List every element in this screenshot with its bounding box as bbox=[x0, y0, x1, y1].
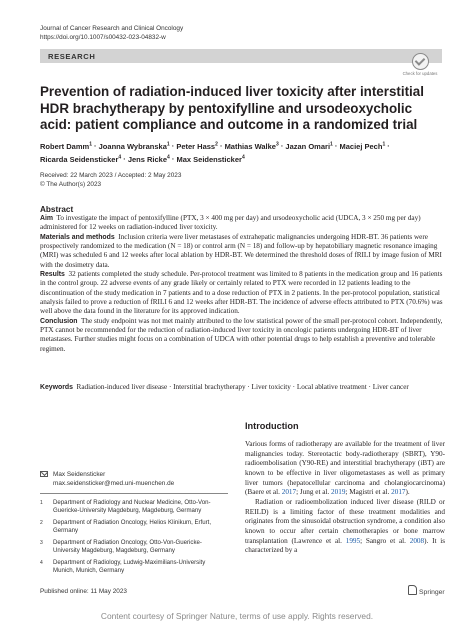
citation-link[interactable]: 1995 bbox=[345, 536, 361, 545]
author[interactable]: Ricarda Seidensticker$^4$ bbox=[40, 154, 122, 164]
affiliation: 3 Department of Radiation Oncology, Otto-Von-Guericke-University Magdeburg, Magdeburg, Germany bbox=[40, 539, 202, 555]
correspondence bbox=[40, 470, 228, 488]
intro-paragraph: Radiation or radioembolization induced liver disease (RILD or REILD) is a limiting factor of these treatment modalities and originates from the sinusoidal obstruction syndrome, a condition also known to occur after certain chemotherapies or bone marrow transplantation (Lawrence et al. 1995; Sangro et al. 2008). It is characterized by a bbox=[245, 497, 446, 555]
author[interactable]: Jazan Omari$^1$ bbox=[285, 141, 333, 151]
author[interactable]: Joanna Wybranska$^1$ bbox=[98, 141, 170, 151]
copyright: © The Author(s) 2023 bbox=[40, 180, 102, 188]
abstract-conclusion: Conclusion The study endpoint was not met mainly attributed to the low statistical power of the small per-protocol cohort. Independently, PTX cannot be recommended for the reduction of radiation-induced liver toxicity in oncologic patients undergoing HDR-BT of liver metastases. Further studies might focus on a combination of UDCA with other potential drugs to help establish a preventive and tolerable regimen. bbox=[40, 316, 443, 353]
author[interactable]: Maciej Pech$^1$ bbox=[339, 141, 386, 151]
keywords-label: Keywords bbox=[40, 384, 73, 391]
author-list: Robert Damm$^1$ · Joanna Wybranska$^1$ · Peter Hass$^2$ · Mathias Walke$^3$ · Jazan Omari$^1$ · Maciej Pech$^1$ · Ricarda Seidensticker$^4$ · Jens Ricke$^4$ · Max Seidensticker$^4$ bbox=[40, 141, 390, 164]
received-accepted: Received: 22 March 2023 / Accepted: 2 May 2023 bbox=[40, 172, 182, 179]
check-updates-icon bbox=[412, 53, 429, 70]
citation-link[interactable]: 2017 bbox=[391, 488, 406, 497]
citation-link[interactable]: 2017 bbox=[281, 488, 297, 497]
keywords bbox=[40, 382, 447, 393]
article-dates bbox=[40, 172, 181, 190]
introduction-heading: Introduction bbox=[245, 421, 299, 431]
abstract-results: Results 32 patients completed the study schedule. Per-protocol treatment was limited to 8 patients in the medication group and 16 patients in the control group. 22 adverse events of any grade likely or certainly related to PTX were recorded in 12 patients leading to the discontinuation of the study medication in 7 patients and to a dose reduction of PTX in 2 patients. In the per-protocol population, statistical analysis failed to prove a reduction of fRILI 6 and 12 weeks after HDR-BT. The incidence of adverse effects attributed to PTX (70.6%) was well above the data found in the literature for its approved indication. bbox=[40, 270, 443, 316]
affiliation: 1 Department of Radiology and Nuclear Medicine, Otto-Von-Guericke-University Magdeburg, Magdeburg, Germany bbox=[40, 499, 211, 515]
abstract-methods: Materials and methods Inclusion criteria were liver metastases of extrahepatic malignancies undergoing HDR-BT. 36 patients were prospectively randomized to the medication (N = 18) or control arm (N = 18) and follow-up by hepatobiliary magnetic resonance imaging (MRI) was scheduled 6 and 12 weeks after local ablation by HDR-BT. We determined the threshold doses of fRILI by image fusion of MRI with the dosimetry data. bbox=[40, 232, 442, 269]
introduction-body bbox=[245, 440, 445, 556]
citation-link[interactable]: 2008 bbox=[409, 536, 425, 545]
abstract-aim: Aim To investigate the impact of pentoxifylline (PTX, 3 × 400 mg per day) and ursodeoxycholic acid (UDCA, 3 × 250 mg per day) administered for 12 weeks on radiation-induced liver toxicity. bbox=[40, 214, 421, 232]
publisher-logo: Springer bbox=[408, 585, 445, 596]
abstract-body bbox=[40, 214, 447, 354]
article-title: Prevention of radiation-induced liver toxicity after interstitial HDR brachytherapy by pentoxifylline and ursodeoxycholic acid: patient compliance and outcome in a randomized trial bbox=[40, 84, 424, 132]
author[interactable]: Mathias Walke$^3$ bbox=[224, 141, 279, 151]
springer-horse-icon bbox=[408, 585, 417, 595]
abstract-heading: Abstract bbox=[40, 205, 74, 214]
correspondence-name: Max Seidensticker bbox=[53, 471, 106, 478]
intro-paragraph: Various forms of radiotherapy are available for the treatment of liver malignancies today. Stereotactic body-radiotherapy (SBRT), Y90-radioembolisation (Y90-RE) and interstitial brachytherapy (iBT) are known to be effective in liver oligometastases as well as primary liver tumors (hepatocellular carcinoma and cholangiocarcinoma) (Baere et al. 2017; Jung et al. 2019; Magistri et al. 2017). bbox=[245, 440, 445, 497]
affiliations-column bbox=[40, 470, 228, 579]
author[interactable]: Robert Damm$^1$ bbox=[40, 141, 92, 151]
keywords-text: Radiation-induced liver disease · Interstitial brachytherapy · Liver toxicity · Local ablative treatment · Liver cancer bbox=[76, 383, 409, 391]
doi-link[interactable]: https://doi.org/10.1007/s00432-023-04832-w bbox=[40, 33, 166, 41]
journal-header bbox=[40, 25, 183, 42]
section-bar bbox=[40, 49, 442, 63]
divider bbox=[40, 493, 228, 494]
correspondence-email[interactable]: max.seidensticker@med.uni-muenchen.de bbox=[53, 480, 175, 487]
section-label: RESEARCH bbox=[48, 51, 96, 61]
courtesy-footer: Content courtesy of Springer Nature, terms of use apply. Rights reserved. bbox=[100, 611, 374, 621]
envelope-icon bbox=[40, 471, 48, 477]
citation-link[interactable]: 2019 bbox=[331, 488, 346, 497]
journal-name: Journal of Cancer Research and Clinical Oncology bbox=[40, 25, 184, 32]
author[interactable]: Peter Hass$^2$ bbox=[176, 141, 218, 151]
affiliation: 2 Department of Radiation Oncology, Helios Klinikum, Erfurt, Germany bbox=[40, 519, 212, 535]
author[interactable]: Jens Ricke$^4$ bbox=[127, 154, 170, 164]
affiliation: 4 Department of Radiology, Ludwig-Maximilians-University Munich, Munich, Germany bbox=[40, 559, 206, 575]
published-date: Published online: 11 May 2023 bbox=[40, 588, 127, 595]
check-for-updates-badge[interactable] bbox=[402, 53, 438, 83]
author[interactable]: Max Seidensticker$^4$ bbox=[176, 154, 245, 164]
check-updates-label: Check for updates bbox=[402, 71, 438, 76]
